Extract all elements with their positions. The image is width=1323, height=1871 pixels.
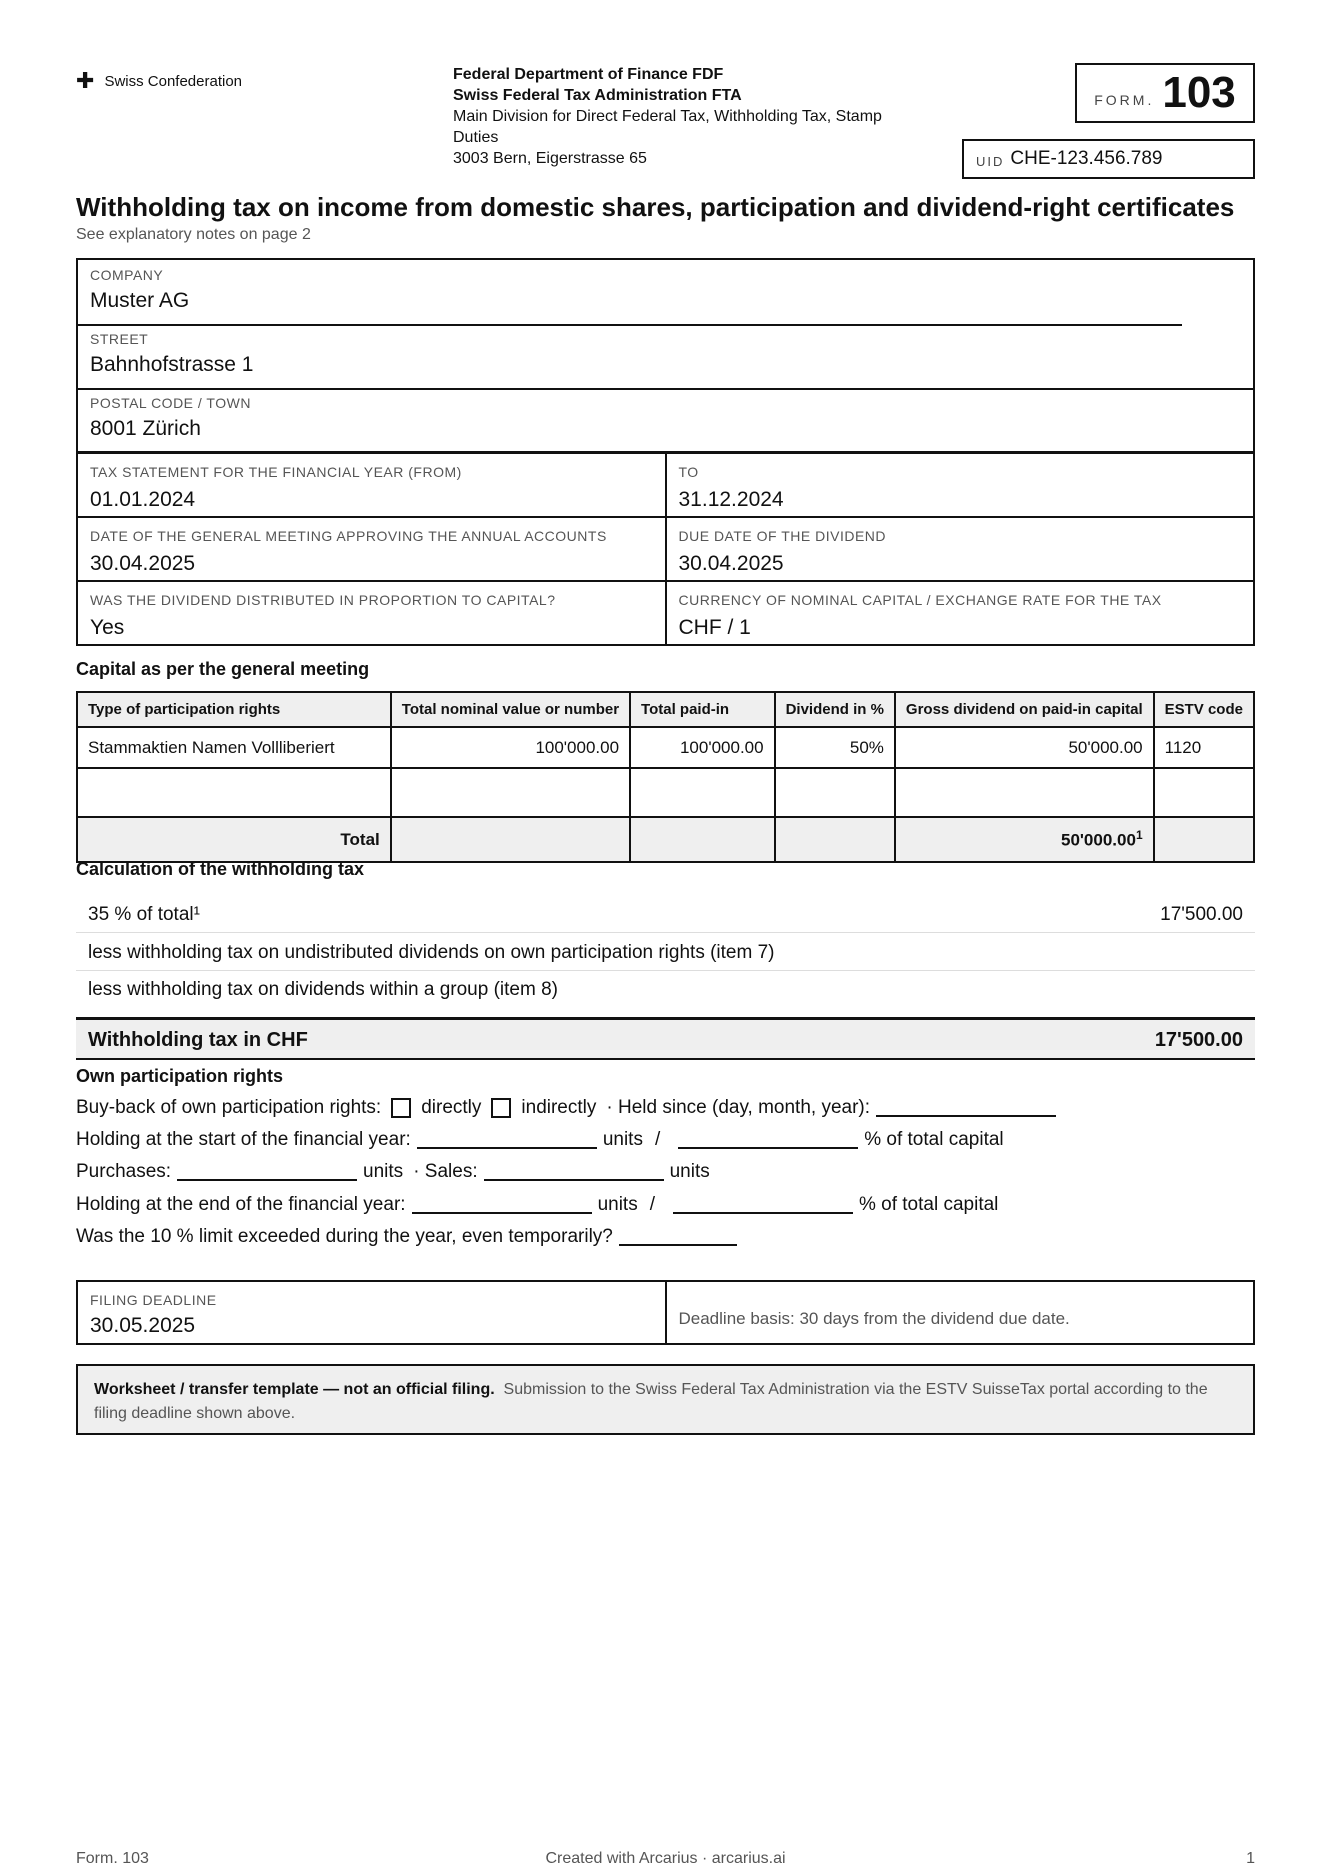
uid-label: UID <box>976 153 1005 169</box>
fy-to-label: TO <box>678 464 699 480</box>
calc-row-group <box>76 971 1255 1008</box>
admin-name: Swiss Federal Tax Administration FTA <box>453 87 742 104</box>
indirectly-checkbox[interactable] <box>491 1098 511 1118</box>
proportion-field[interactable] <box>78 582 665 644</box>
units-label: units <box>669 1161 710 1182</box>
calc-group-label: less withholding tax on dividends within a group (item 8) <box>88 979 558 1000</box>
calc-row-own-rights <box>76 934 1255 971</box>
pct-total-label: % of total capital <box>858 1194 999 1215</box>
page-subtitle: See explanatory notes on page 2 <box>76 226 311 243</box>
general-meeting-field[interactable] <box>78 518 665 580</box>
division-name: Main Division for Direct Federal Tax, Withholding Tax, Stamp Duties <box>453 108 882 146</box>
empty-cell[interactable] <box>391 768 630 817</box>
notice-text: Submission to the Swiss Federal Tax Administration via the ESTV SuisseTax portal according to the filing deadline shown above. <box>94 1381 1208 1422</box>
buyback-label: Buy-back of own participation rights: <box>76 1097 382 1118</box>
total-empty-cell <box>391 817 630 862</box>
units-label: units <box>363 1161 404 1182</box>
currency-value: CHF / 1 <box>678 616 751 639</box>
total-row <box>77 817 1254 862</box>
postal-value: 8001 Zürich <box>90 417 201 440</box>
confederation-label: Swiss Confederation <box>104 72 243 90</box>
start-holding-line <box>76 1129 1004 1151</box>
start-pct-field[interactable] <box>678 1131 858 1149</box>
fy-from-label: TAX STATEMENT FOR THE FINANCIAL YEAR (FROM) <box>90 464 462 480</box>
slash-separator: / <box>654 1129 661 1150</box>
fy-to-field[interactable] <box>665 454 1254 516</box>
company-address-box <box>76 258 1255 453</box>
company-field[interactable] <box>90 267 189 313</box>
total-gross-value: 50'000.00 <box>1060 830 1136 850</box>
form-label: FORM. <box>1094 92 1155 108</box>
table-row-empty <box>77 768 1254 817</box>
units-label: units <box>602 1129 643 1150</box>
end-holding-line <box>76 1194 998 1216</box>
capital-table <box>76 691 1255 863</box>
col-nominal: Total nominal value or number <box>391 692 630 727</box>
purchases-label: Purchases: <box>76 1161 172 1182</box>
page-number: 1 <box>1246 1850 1255 1867</box>
proportion-row <box>76 580 1255 646</box>
proportion-value: Yes <box>90 616 125 639</box>
capital-heading: Capital as per the general meeting <box>76 659 370 679</box>
empty-cell[interactable] <box>895 768 1154 817</box>
table-row <box>77 727 1254 768</box>
financial-year-row <box>76 452 1255 518</box>
pct-total-label: % of total capital <box>864 1129 1004 1150</box>
empty-cell[interactable] <box>775 768 895 817</box>
general-meeting-label: DATE OF THE GENERAL MEETING APPROVING THE ANNUAL ACCOUNTS <box>90 528 607 544</box>
deadline-note: Deadline basis: 30 days from the dividend due date. <box>678 1309 1070 1328</box>
authority-address: 3003 Bern, Eigerstrasse 65 <box>453 150 647 167</box>
page-title: Withholding tax on income from domestic shares, participation and dividend-right certificates <box>76 192 1235 222</box>
proportion-label: WAS THE DIVIDEND DISTRIBUTED IN PROPORTION TO CAPITAL? <box>90 592 556 608</box>
confederation-header <box>76 70 242 92</box>
company-label: COMPANY <box>90 267 164 283</box>
footer-form: Form. 103 <box>76 1850 149 1867</box>
col-gross-dividend: Gross dividend on paid-in capital <box>895 692 1154 727</box>
purchases-field[interactable] <box>177 1163 357 1181</box>
purchases-sales-line <box>76 1161 710 1183</box>
fy-from-value: 01.01.2024 <box>90 488 196 511</box>
end-pct-field[interactable] <box>673 1196 853 1214</box>
units-label: units <box>597 1194 638 1215</box>
cell-paid-in[interactable]: 100'000.00 <box>630 727 775 768</box>
footnote-marker: 1 <box>1135 828 1143 843</box>
col-type: Type of participation rights <box>77 692 391 727</box>
due-date-value: 30.04.2025 <box>678 552 784 575</box>
form-page <box>76 0 1255 1871</box>
calc-row-35pct <box>76 896 1255 933</box>
sales-field[interactable] <box>484 1163 664 1181</box>
start-units-field[interactable] <box>417 1131 597 1149</box>
footer-created[interactable]: Created with Arcarius · arcarius.ai <box>545 1850 786 1867</box>
own-rights-heading: Own participation rights <box>76 1066 284 1086</box>
calc-heading: Calculation of the withholding tax <box>76 859 364 879</box>
deadline-note-cell <box>665 1282 1254 1343</box>
cell-type[interactable]: Stammaktien Namen Vollliberiert <box>77 727 391 768</box>
held-since-label: · Held since (day, month, year): <box>606 1097 871 1118</box>
col-paid-in: Total paid-in <box>630 692 775 727</box>
cell-dividend-pct[interactable]: 50% <box>775 727 895 768</box>
form-number: 103 <box>1162 68 1236 117</box>
company-underline <box>78 324 1182 326</box>
currency-label: CURRENCY OF NOMINAL CAPITAL / EXCHANGE RATE FOR THE TAX <box>678 592 1162 608</box>
deadline-label: FILING DEADLINE <box>90 1292 217 1308</box>
total-empty-cell <box>630 817 775 862</box>
cell-nominal[interactable]: 100'000.00 <box>391 727 630 768</box>
street-label: STREET <box>90 331 149 347</box>
authority-block <box>453 64 913 169</box>
col-estv-code: ESTV code <box>1154 692 1254 727</box>
indirectly-label: indirectly <box>521 1097 597 1118</box>
empty-cell[interactable] <box>77 768 391 817</box>
held-since-field[interactable] <box>876 1099 1056 1117</box>
filing-deadline-box <box>76 1280 1255 1345</box>
withholding-total-value: 17'500.00 <box>1154 1029 1243 1051</box>
street-value: Bahnhofstrasse 1 <box>90 353 254 376</box>
cell-gross-dividend[interactable]: 50'000.00 <box>895 727 1154 768</box>
street-field[interactable] <box>90 331 253 377</box>
uid-box[interactable] <box>962 139 1255 179</box>
fy-from-field[interactable] <box>78 454 665 516</box>
meeting-row <box>76 516 1255 582</box>
total-gross-dividend <box>895 817 1154 862</box>
end-units-field[interactable] <box>412 1196 592 1214</box>
postal-field[interactable] <box>90 395 251 441</box>
slash-separator: / <box>649 1194 655 1215</box>
col-dividend-pct: Dividend in % <box>775 692 895 727</box>
limit-field[interactable] <box>619 1228 737 1246</box>
limit-line <box>76 1226 743 1248</box>
calc-35pct-value: 17'500.00 <box>1160 904 1243 925</box>
empty-cell[interactable] <box>630 768 775 817</box>
fy-to-value: 31.12.2024 <box>678 488 784 511</box>
due-date-field[interactable] <box>665 518 1254 580</box>
deadline-value: 30.05.2025 <box>90 1314 196 1337</box>
withholding-total-label: Withholding tax in CHF <box>88 1029 308 1051</box>
deadline-field[interactable] <box>78 1282 665 1343</box>
directly-label: directly <box>421 1097 482 1118</box>
due-date-label: DUE DATE OF THE DIVIDEND <box>678 528 887 544</box>
buyback-line <box>76 1097 1062 1119</box>
total-empty-cell <box>1154 817 1254 862</box>
street-divider <box>78 388 1253 390</box>
dept-name: Federal Department of Finance FDF <box>453 66 724 83</box>
empty-cell[interactable] <box>1154 768 1254 817</box>
form-number-box <box>1075 63 1255 123</box>
general-meeting-value: 30.04.2025 <box>90 552 196 575</box>
calc-own-rights-label: less withholding tax on undistributed dividends on own participation rights (item 7) <box>88 942 775 963</box>
calc-35pct-label: 35 % of total¹ <box>88 904 200 925</box>
total-empty-cell <box>775 817 895 862</box>
sales-label: · Sales: <box>413 1161 478 1182</box>
start-holding-label: Holding at the start of the financial year: <box>76 1129 411 1150</box>
company-value: Muster AG <box>90 289 190 312</box>
worksheet-notice <box>76 1364 1255 1435</box>
postal-label: POSTAL CODE / TOWN <box>90 395 251 411</box>
limit-label: Was the 10 % limit exceeded during the year, even temporarily? <box>76 1226 613 1247</box>
calc-total-row <box>76 1017 1255 1060</box>
capital-header-row <box>77 692 1254 727</box>
total-label: Total <box>77 817 391 862</box>
uid-value: CHE-123.456.789 <box>1010 148 1163 169</box>
swiss-cross-icon: ✚ <box>76 68 95 93</box>
directly-checkbox[interactable] <box>391 1098 411 1118</box>
currency-field[interactable] <box>665 582 1254 644</box>
end-holding-label: Holding at the end of the financial year: <box>76 1194 406 1215</box>
cell-estv-code[interactable]: 1120 <box>1154 727 1254 768</box>
notice-bold: Worksheet / transfer template — not an official filing. <box>94 1381 495 1398</box>
